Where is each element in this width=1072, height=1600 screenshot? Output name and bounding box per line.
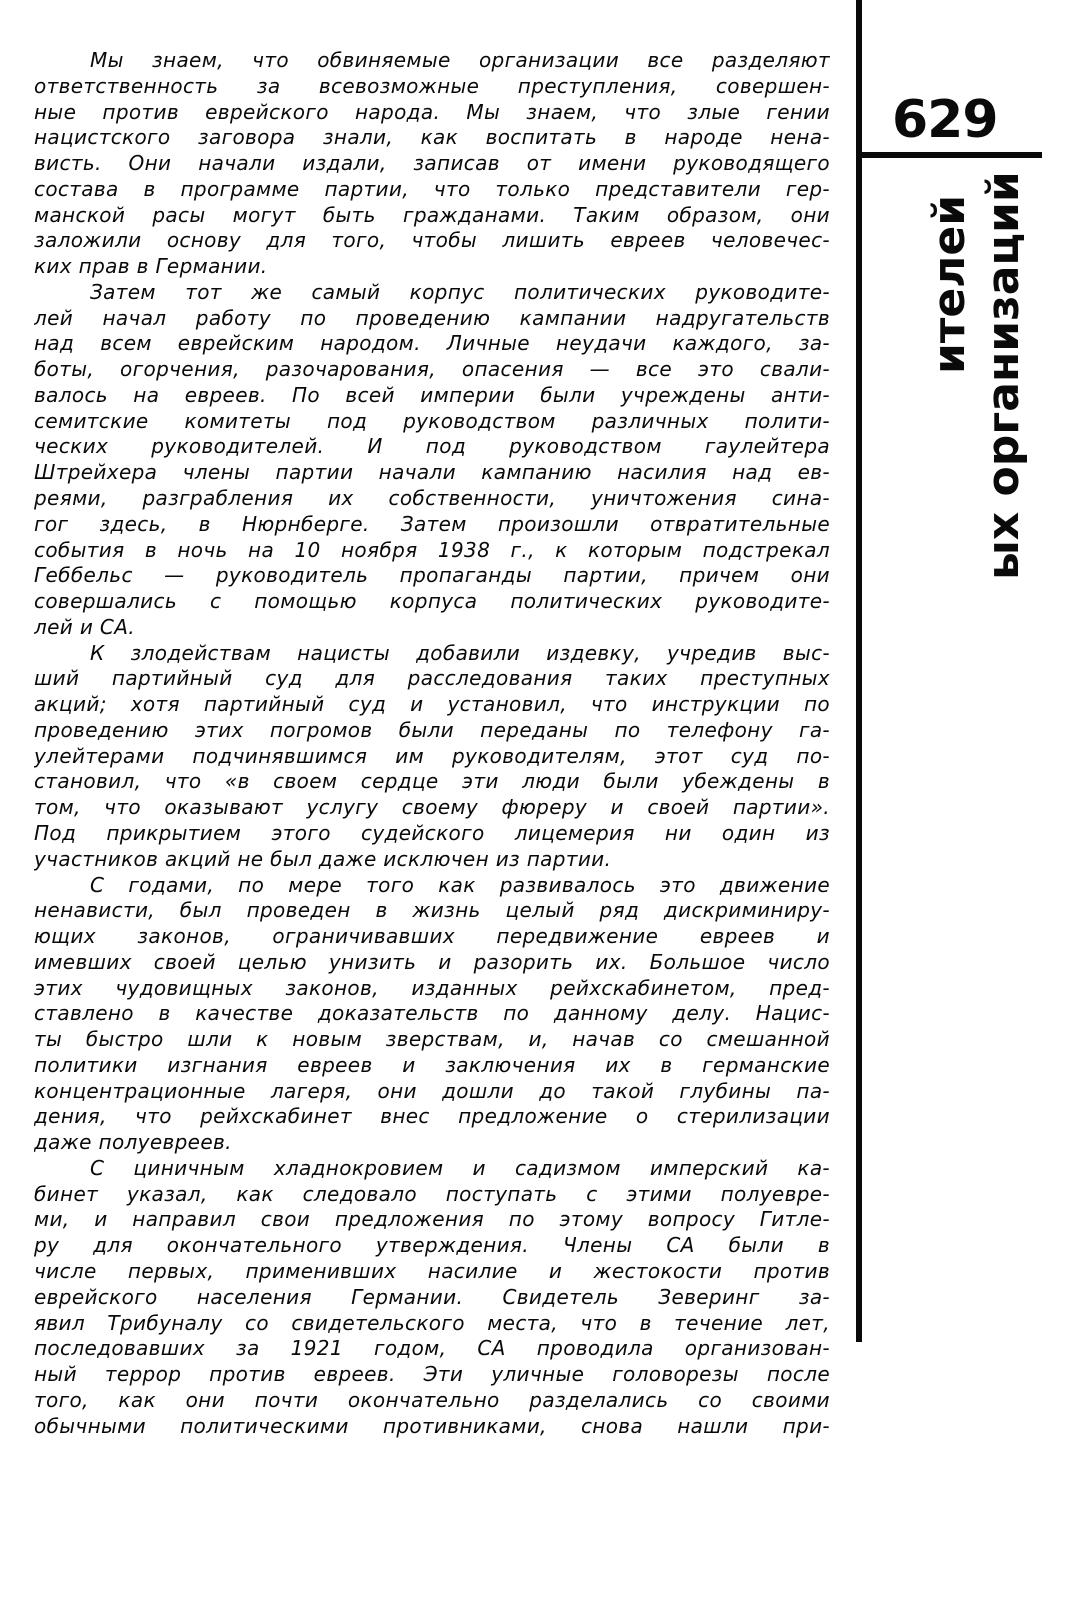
text-line: числе первых, применивших насилие и жестокости против [34, 1258, 830, 1283]
page-number: 629 [892, 90, 998, 150]
text-line: ру для окончательного утверждения. Члены СА были в [34, 1233, 830, 1258]
text-line: ких прав в Германии. [34, 254, 268, 279]
text-line: ющих законов, ограничивавших передвижение евреев и [34, 924, 830, 949]
page-number-underline [862, 152, 1042, 158]
text-line: обычными политическими противниками, снова нашли при- [34, 1413, 830, 1438]
text-line: состава в программе партии, что только представители гер- [34, 176, 830, 201]
text-line: ные против еврейского народа. Мы знаем, что злые гении [34, 99, 830, 124]
text-line: бинет указал, как следовало поступать с этими полуевре- [34, 1181, 830, 1206]
text-line: ми, и направил свои предложения по этому вопросу Гитле- [34, 1207, 830, 1232]
text-line: концентрационные лагеря, они дошли до такой глубины па- [34, 1078, 830, 1103]
text-line: лей начал работу по проведению кампании надругательств [34, 305, 830, 330]
text-line: валось на евреев. По всей империи были учреждены анти- [34, 382, 830, 407]
text-line: реями, разграбления их собственности, уничтожения сина- [34, 486, 830, 511]
text-line: гог здесь, в Нюрнберге. Затем произошли отвратительные [34, 511, 830, 536]
text-line: Геббельс — руководитель пропаганды партии, причем они [34, 563, 830, 588]
text-line: ответственность за всевозможные преступления, совершен- [34, 73, 830, 98]
text-line: нацистского заговора знали, как воспитать в народе нена- [34, 125, 830, 150]
text-line: Мы знаем, что обвиняемые организации все разделяют [90, 48, 830, 72]
text-line: даже полуевреев. [34, 1130, 232, 1155]
text-line: становил, что «в своем сердце эти люди были убеждены в [34, 769, 830, 794]
running-head-part-a: ителей [924, 194, 975, 374]
text-line: ший партийный суд для расследования таких преступных [34, 666, 830, 691]
text-line: над всем еврейским народом. Личные неудачи каждого, за- [34, 331, 830, 356]
text-line: заложили основу для того, чтобы лишить евреев человечес- [34, 228, 830, 253]
text-line: имевших своей целью унизить и разорить их. Большое число [34, 949, 830, 974]
text-line: явил Трибуналу со свидетельского места, что в течение лет, [34, 1310, 830, 1335]
text-line: том, что оказывают услугу своему фюреру и своей партии». [34, 795, 830, 820]
text-line: последовавших за 1921 годом, СА проводила организован- [34, 1336, 830, 1361]
text-line: участников акций не был даже исключен из партии. [34, 846, 612, 871]
body-text [34, 48, 830, 1439]
text-line: проведению этих погромов были переданы по телефону га- [34, 717, 830, 742]
text-line: ставлено в качестве доказательств по данному делу. Нацис- [34, 1001, 830, 1026]
text-line: К злодействам нацисты добавили издевку, учредив выс- [90, 640, 830, 665]
text-line: ный террор против евреев. Эти уличные головорезы после [34, 1362, 830, 1387]
running-head-secondary-text [926, 195, 974, 374]
text-line: события в ночь на 10 ноября 1938 г., к которым подстрекал [34, 537, 830, 562]
text-line: политики изгнания евреев и заключения их в германские [34, 1052, 830, 1077]
text-line: совершались с помощью корпуса политических руководите- [34, 589, 830, 614]
text-line: С циничным хладнокровием и садизмом имперский ка- [90, 1155, 830, 1180]
text-line: Штрейхера члены партии начали кампанию насилия над ев- [34, 460, 830, 485]
text-line: ты быстро шли к новым зверствам, и, начав со смешанной [34, 1027, 830, 1052]
text-line: С годами, по мере того как развивалось это движение [90, 872, 830, 897]
text-line: дения, что рейхскабинет внес предложение о стерилизации [34, 1104, 830, 1129]
margin-vertical-rule [856, 0, 862, 1342]
text-line: ческих руководителей. И под руководством гаулейтера [34, 434, 830, 459]
text-line: еврейского населения Германии. Свидетель Зеверинг за- [34, 1284, 830, 1309]
running-head-part-b: ых организаций [978, 171, 1029, 580]
text-line: того, как они почти окончательно разделались со своими [34, 1387, 830, 1412]
text-line: этих чудовищных законов, изданных рейхскабинетом, пред- [34, 975, 830, 1000]
text-line: улейтерами подчинявшимся им руководителям, этот суд по- [34, 743, 830, 768]
text-line: ненависти, был проведен в жизнь целый ряд дискриминиру- [34, 898, 830, 923]
text-line: лей и СА. [34, 614, 135, 639]
text-line: Под прикрытием этого судейского лицемерия ни один из [34, 820, 830, 845]
text-line: боты, огорчения, разочарования, опасения — все это свали- [34, 357, 830, 382]
text-line: акций; хотя партийный суд и установил, что инструкции по [34, 692, 830, 717]
running-head-text [980, 171, 1028, 592]
text-line: манской расы могут быть гражданами. Таким образом, они [34, 202, 830, 227]
text-line: висть. Они начали издали, записав от имени руководящего [34, 151, 830, 176]
text-line: семитские комитеты под руководством различных полити- [34, 408, 830, 433]
text-line: Затем тот же самый корпус политических руководите- [90, 279, 830, 304]
